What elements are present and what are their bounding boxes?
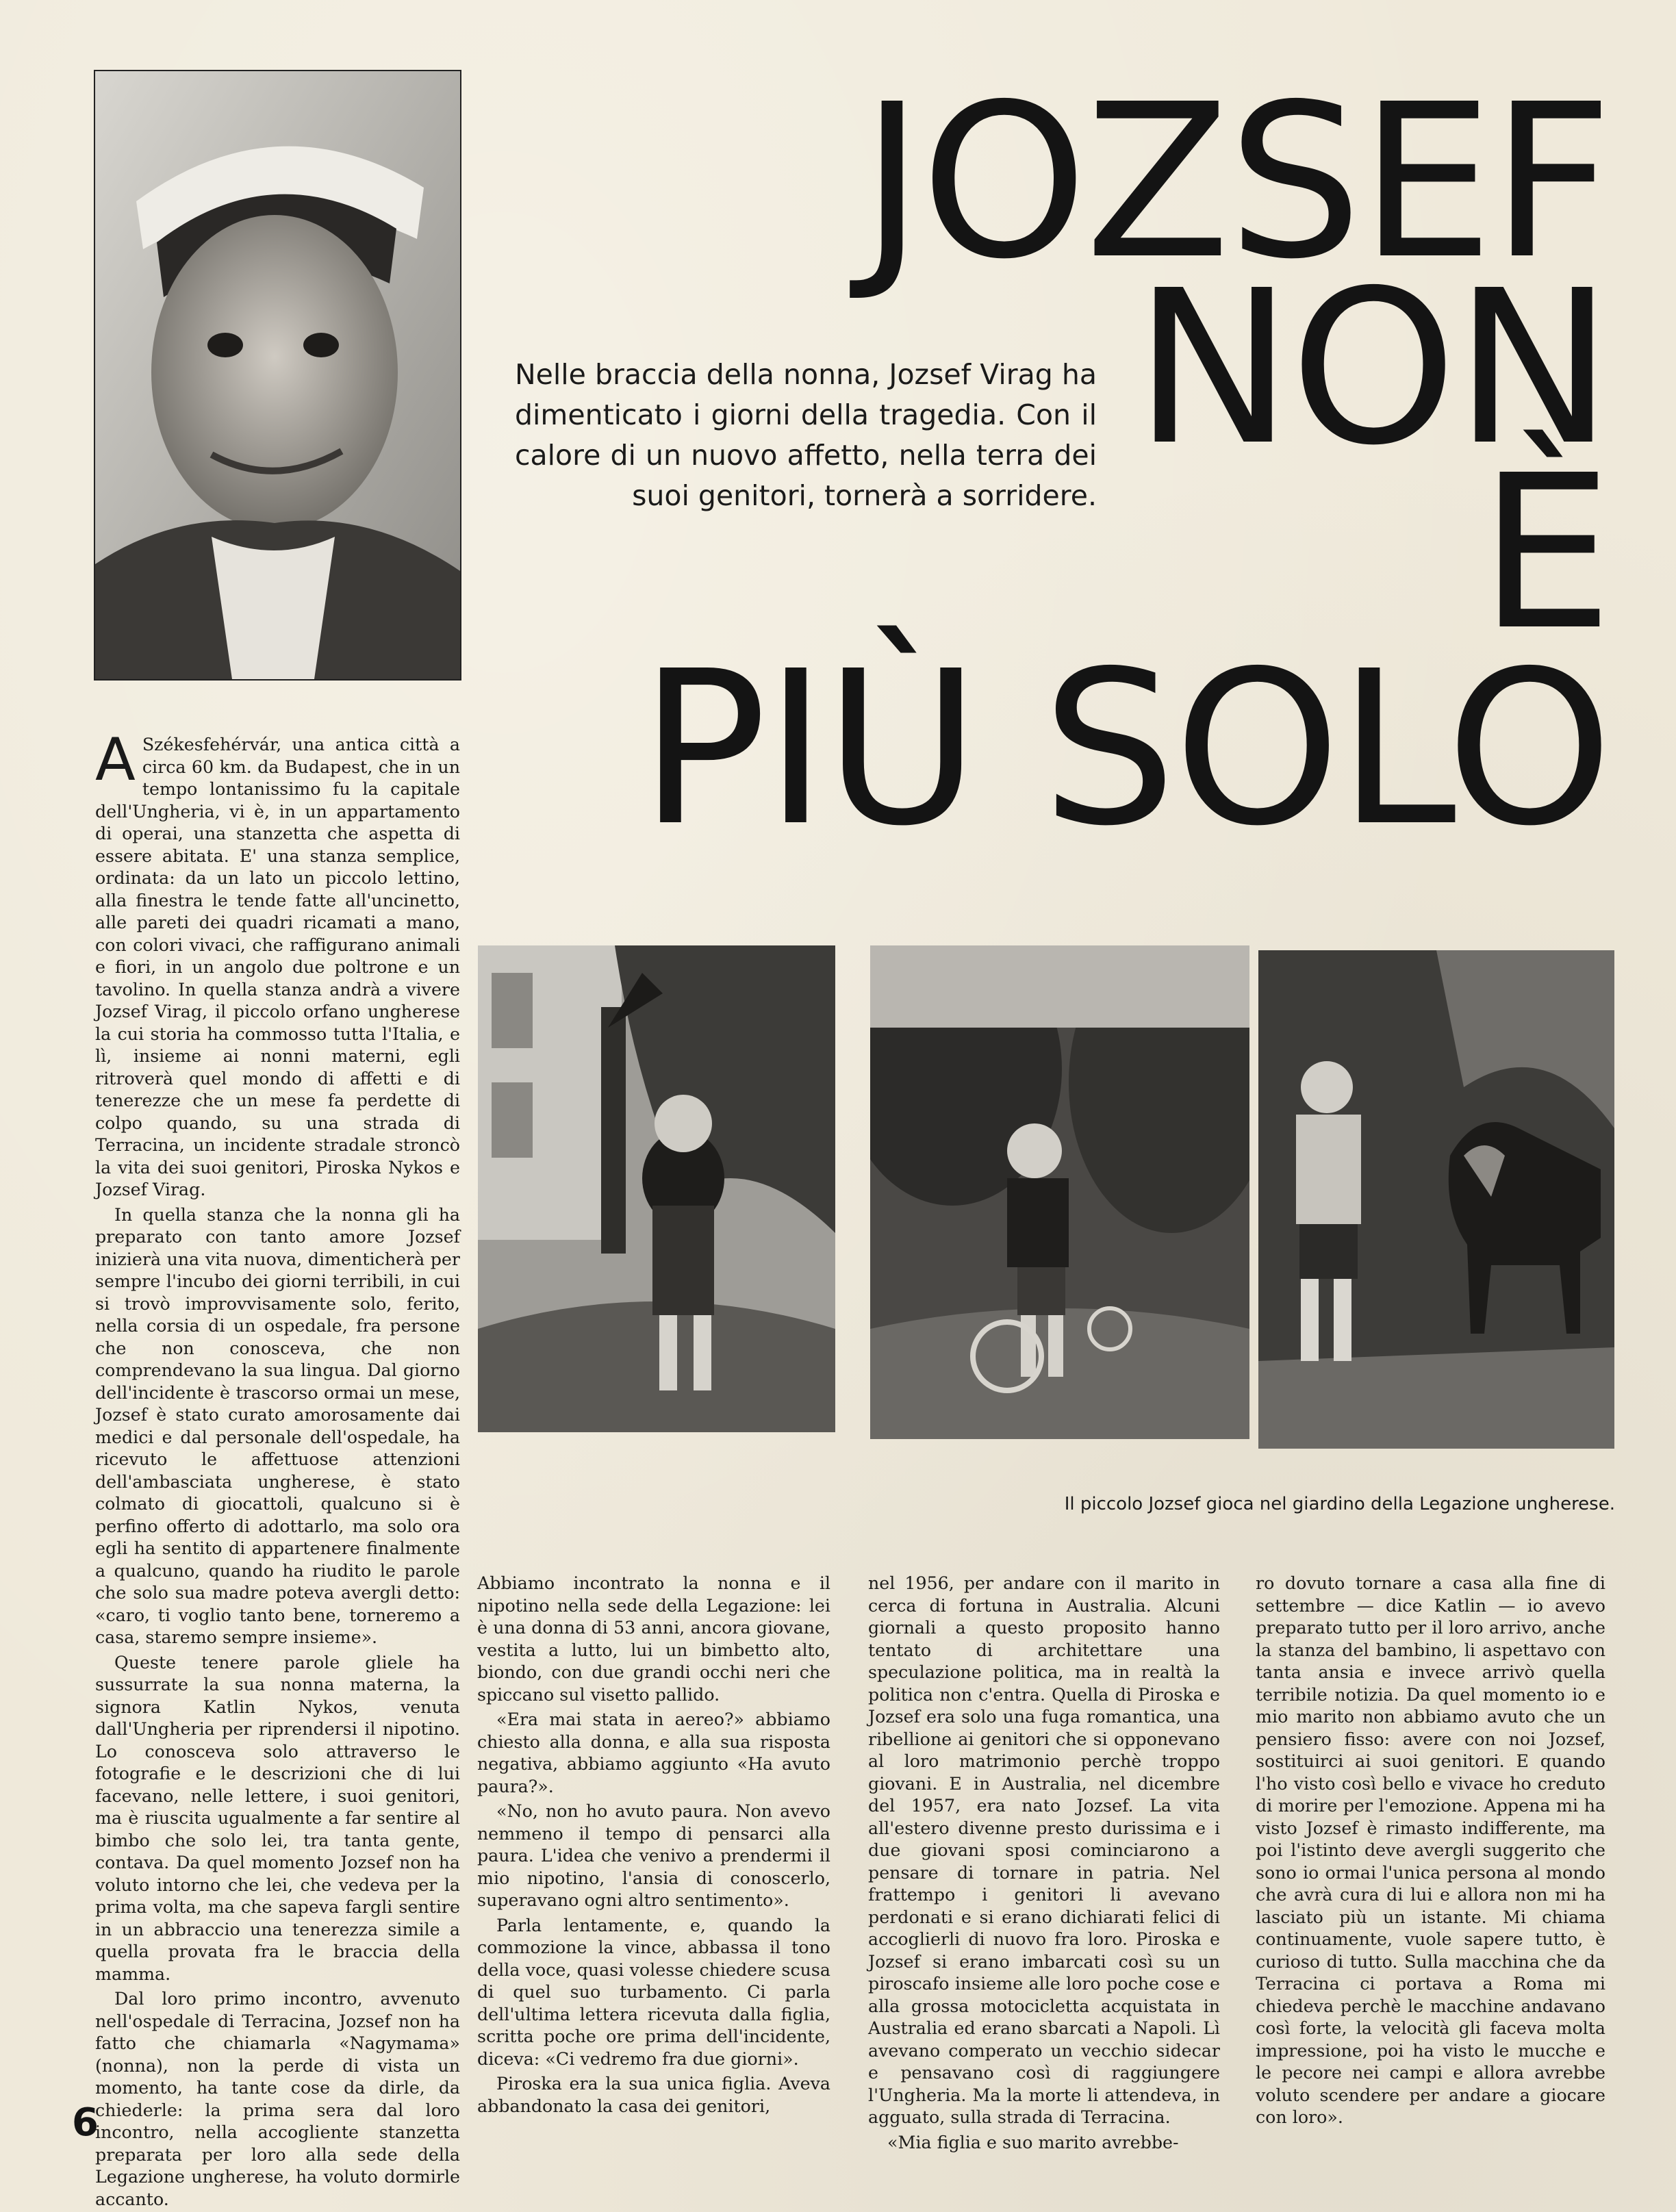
article-paragraph: Queste tenere parole gliele ha sussurrate la sua nonna materna, la signora Katlin Nykos, venuta dall'Ungheria per riprendersi il nipotino. Lo conosceva solo attraverso le fotografie e le descrizioni che di lui facevano, nelle lettere, i suoi genitori, ma è riuscita ugualmente a far sentire al bimbo che solo lei, tra tanta gente, contava. Da quel momento Jozsef non ha voluto intorno che lei, che vedeva per la prima volta, ma che sapeva fargli sentire in un abbraccio una tenerezza simile a quella provata fra le braccia della mamma. [95,1652,460,1984]
portrait-photo [94,70,461,681]
article-paragraph: ro dovuto tornare a casa alla fine di settembre — dice Katlin — io avevo preparato tutto per il loro arrivo, anche la stanza del bambino, li aspettavo con tanta ansia e invece arrivò quella terribile notizia. Da quel momento io e mio marito non abbiamo avuto che un pensiero fisso: avere con noi Jozsef, sostituirci ai suoi genitori. E quando l'ho visto così bello e vivace ho creduto di morire per l'emozione. Appena mi ha visto Jozsef è rimasto indifferente, ma poi l'istinto deve avergli suggerito che sono io ormai l'unica persona al mondo che avrà cura di lui e allora non mi ha lasciato più un istante. Mi chiama continuamente, vuole sapere tutto, è curioso di tutto. Sulla macchina che da Terracina ci portava a Roma mi chiedeva perchè le macchine andavano così forte, la velocità gli faceva molta impressione, poi ha visto le mucche e le pecore nei campi e allora avrebbe voluto scendere per andare a giocare con loro». [1256,1573,1605,2127]
headline-line-1: JOZSEF [861,59,1610,306]
article-column-2 [477,1573,830,2118]
article-column-1 [95,726,460,2211]
article-paragraph: Abbiamo incontrato la nonna e il nipotino nella sede della Legazione: lei è una donna di 53 anni, ancora giovane, vestita a lutto, lui un bimbetto alto, biondo, con due grandi occhi neri che spiccano sul visetto pallido. [477,1573,830,1705]
article-paragraph: In quella stanza che la nonna gli ha preparato con tanto amore Jozsef inizierà una vita nuova, dimenticherà per sempre l'incubo dei giorni terribili, in cui si trovò improvvisamente solo, ferito, nella corsia di un ospedale, fra persone che non conosceva, che non comprendevano la sua lingua. Dal giorno dell'incidente è trascorso ormai un mese, Jozsef è stato curato amorosamente dai medici e dal personale dell'ospedale, ha ricevuto le affettuose attenzioni dell'ambasciata ungherese, è stato colmato di giocattoli, qualcuno si è perfino offerto di adottarlo, ma solo ora egli ha sentito di appartenere finalmente a qualcuno, quando ha riudito le parole che solo sua madre poteva avergli detto: «caro, ti voglio tanto bene, torneremo a casa, staremo sempre insieme». [95,1204,460,1647]
photo-caption: Il piccolo Jozsef gioca nel giardino della Legazione ungherese. [1064,1494,1615,1514]
article-paragraph: A Székesfehérvár, una antica città a circa 60 km. da Budapest, che in un tempo lontanissimo fu la capitale dell'Ungheria, vi è, in un appartamento di operai, una stanzetta che aspetta di essere abitata. E' una stanza semplice, ordinata: da un lato un piccolo lettino, alla finestra le tende fatte all'uncinetto, alle pareti dei quadri ricamati a mano, con colori vivaci, che raffigurano animali e fiori, in un angolo due poltrone e un tavolino. In quella stanza andrà a vivere Jozsef Virag, il piccolo orfano ungherese la cui storia ha commosso tutta l'Italia, e lì, insieme ai nonni materni, egli ritroverà quel mondo di affetti e di tenerezze che un mese fa perdette di colpo quando, su una strada di Terracina, un incidente stradale stroncò la vita dei suoi genitori, Piroska Nykos e Jozsef Virag. [95,726,460,1199]
article-paragraph: Piroska era la sua unica figlia. Aveva abbandonato la casa dei genitori, [477,2074,830,2116]
garden-photo-boy-playing [478,945,835,1432]
article-paragraph: «Mia figlia e suo marito avrebbe- [887,2132,1179,2152]
headline-line-4: PIÙ SOLO [639,626,1610,873]
article-column-3 [868,1573,1220,2154]
garden-photo-boy-with-dog [1258,950,1614,1449]
article-paragraph: nel 1956, per andare con il marito in cerca di fortuna in Australia. Alcuni giornali a questo proposito hanno tentato di architettare una speculazione politica, ma in realtà la politica non c'entra. Quella di Piroska e Jozsef era solo una fuga romantica, una ribellione ai genitori che si opponevano al loro matrimonio perchè troppo giovani. E in Australia, nel dicembre del 1957, era nato Jozsef. La vita all'estero divenne presto durissima e i due giovani sposi cominciarono a pensare di tornare in patria. Nel frattempo i genitori li avevano perdonati e si erano dichiarati felici di accoglierli di nuovo fra loro. Piroska e Jozsef si erano imbarcati così su un piroscafo insieme alle loro poche cose e alla grossa motocicletta acquistata in Australia ed erano sbarcati a Napoli. Lì avevano comperato un vecchio sidecar e pensavano così di raggiungere l'Ungheria. Ma la morte li attendeva, in agguato, sulla strada di Terracina. [868,1573,1220,2127]
article-paragraph: Dal loro primo incontro, avvenuto nell'ospedale di Terracina, Jozsef non ha fatto che chiamarla «Nagymama» (nonna), non la perde di vista un momento, ha tante cose da dirle, da chiederle: la prima sera dal loro incontro, nella accogliente stanzetta preparata per loro alla sede della Legazione ungherese, ha voluto dormirle accanto. [95,1989,460,2209]
garden-photo-boy-tricycle [870,945,1249,1439]
headline-line-3: È [1479,430,1610,677]
subtitle: Nelle braccia della nonna, Jozsef Virag ha dimenticato i giorni della tragedia. Con il calore di un nuovo affetto, nella terra dei suoi genitori, tornerà a sorridere. [515,358,1097,512]
article-paragraph: «No, non ho avuto paura. Non avevo nemmeno il tempo di pensarci alla paura. L'idea che venivo a prendermi il mio nipotino, l'ansia di conoscerlo, superavano ogni altro sentimento». [477,1801,830,1910]
article-paragraph: «Era mai stata in aereo?» abbiamo chiesto alla donna, e alla sua risposta negativa, abbiamo aggiunto «Ha avuto paura?». [477,1709,830,1796]
headline-line-2: NON [1134,245,1610,492]
article-column-4 [1256,1573,1605,2129]
page-number: 6 [72,2100,99,2145]
article-paragraph: Parla lentamente, e, quando la commozione la vince, abbassa il tono della voce, quasi volesse chiedere scusa di quel suo turbamento. Ci parla dell'ultima lettera ricevuta dalla figlia, scritta poche ore prima dell'incidente, diceva: «Ci vedremo fra due giorni». [477,1915,830,2069]
dropcap: A [95,726,136,794]
